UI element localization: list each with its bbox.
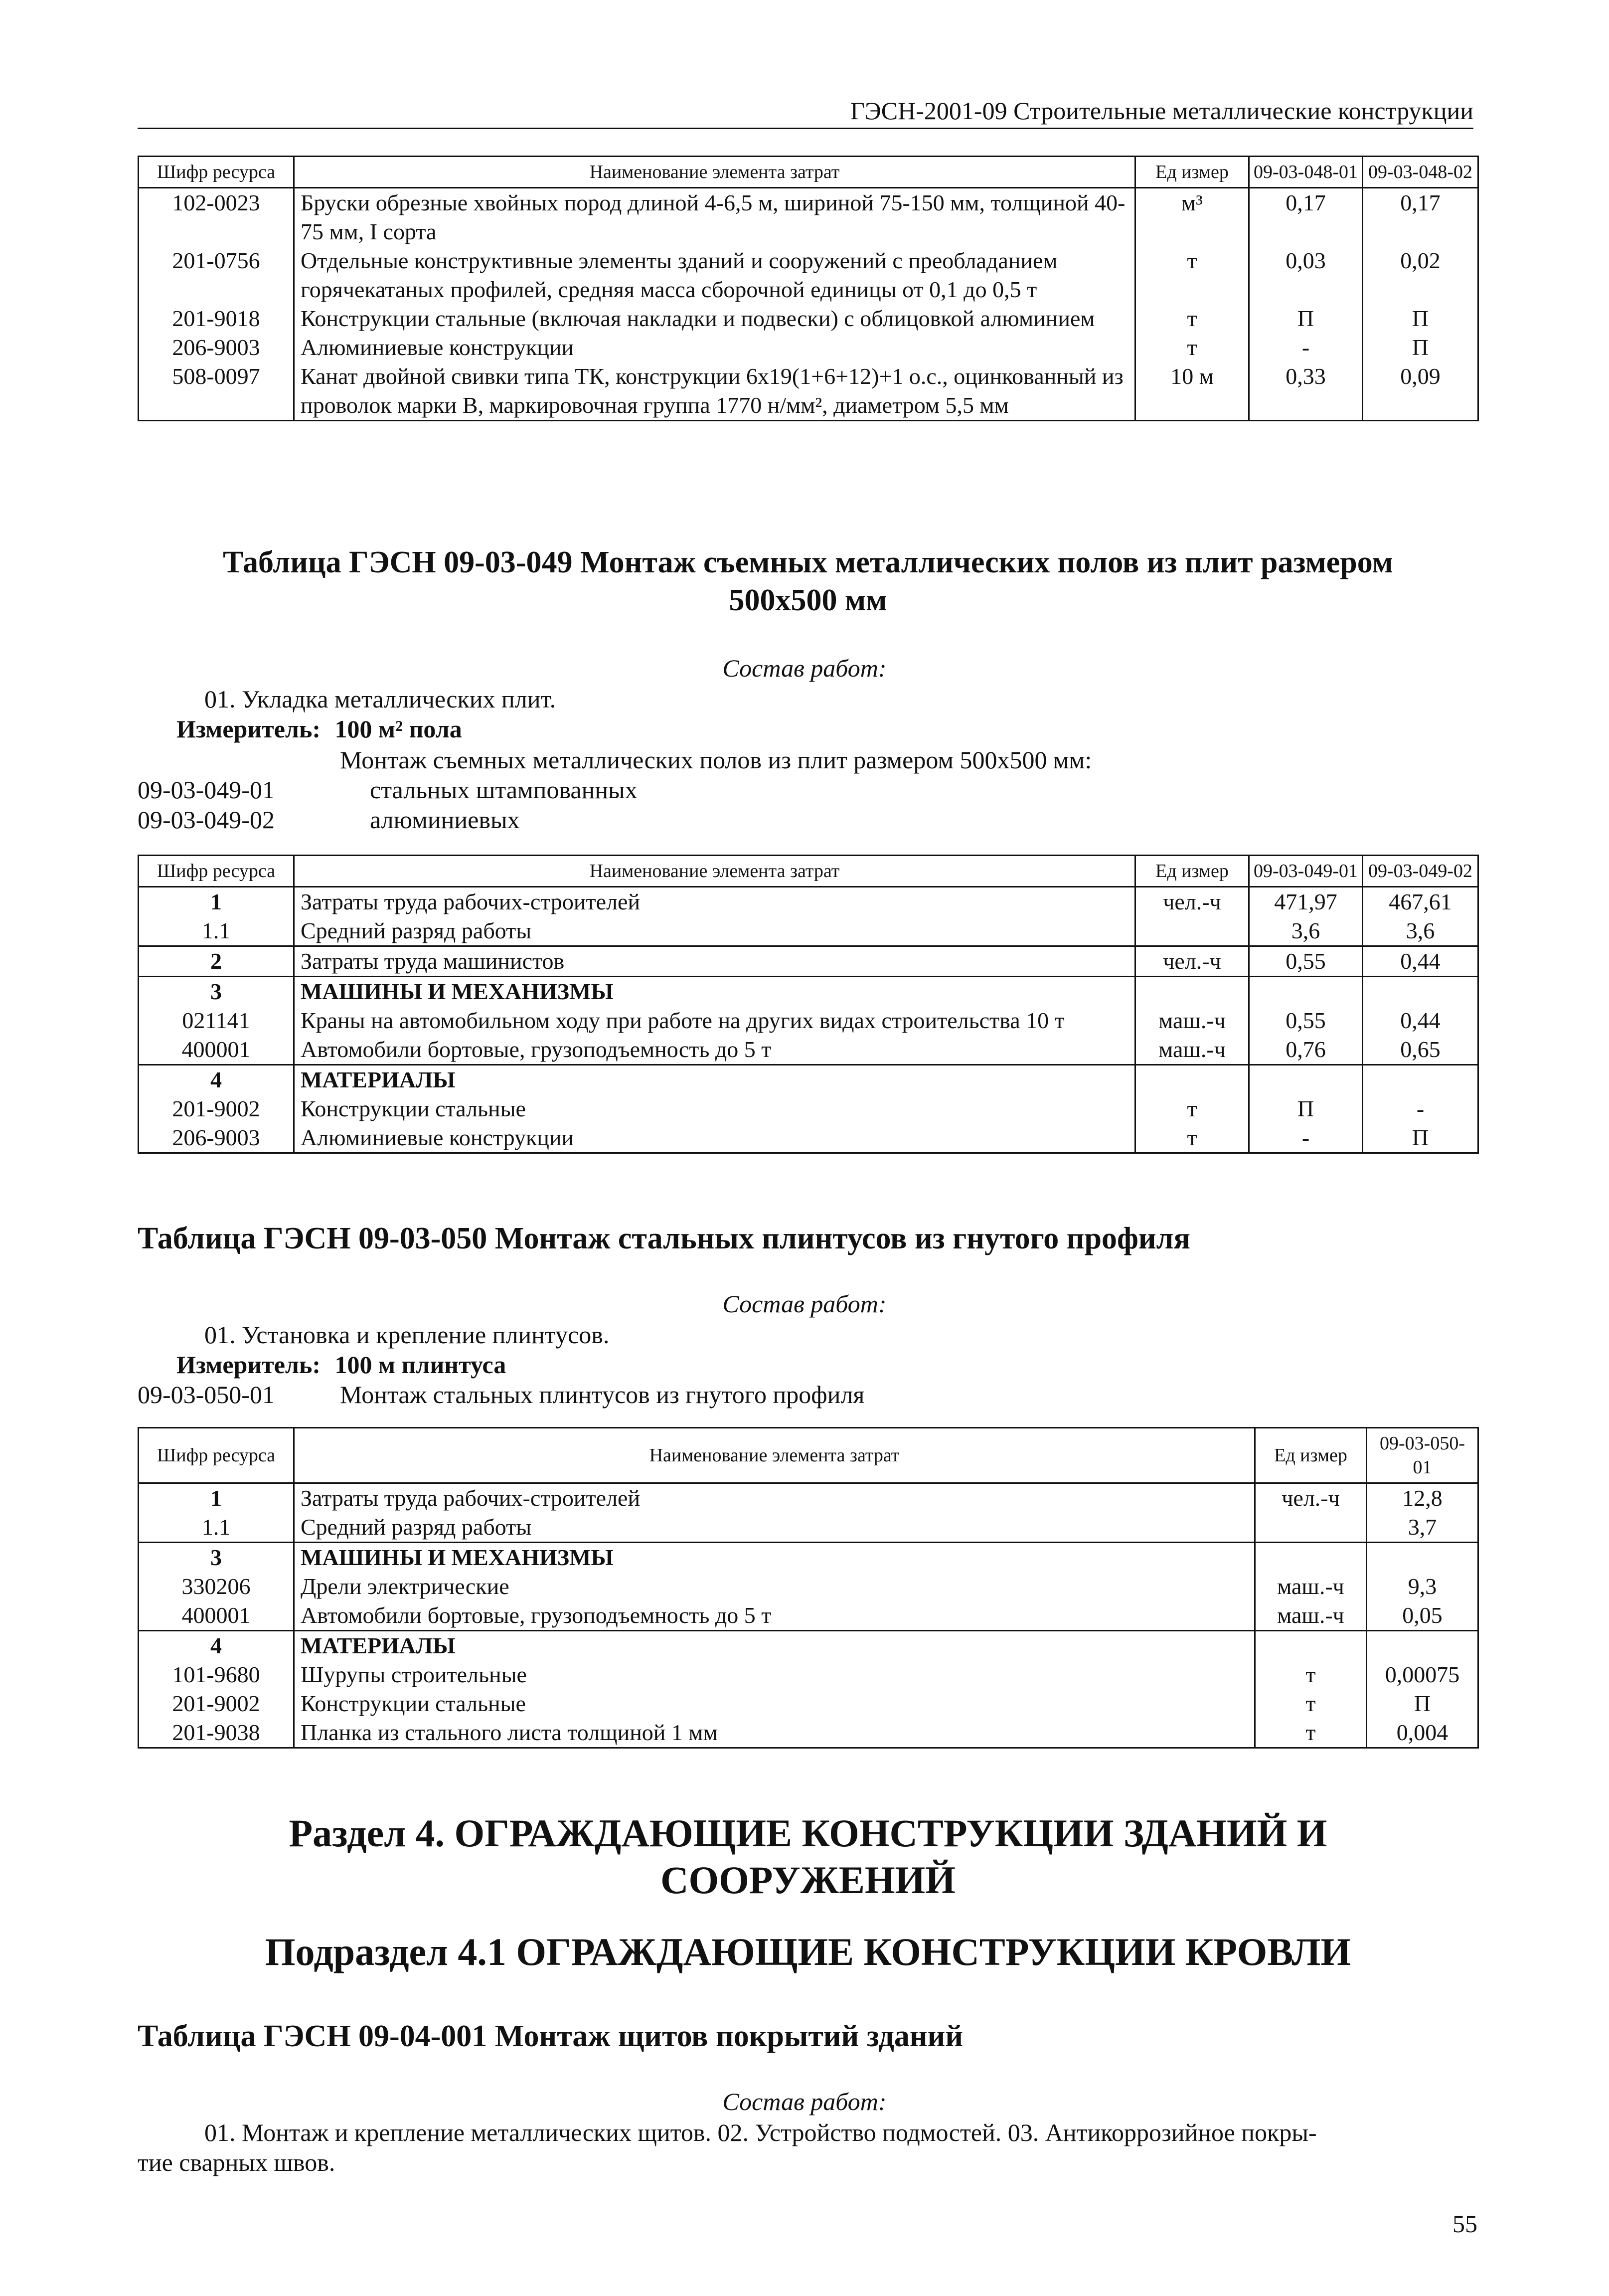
table-row: 1 Затраты труда рабочих-строителей чел.-ч 12,8 (139, 1483, 1478, 1513)
work-item-code: 09-03-049-02 (138, 806, 275, 834)
table-050-title: Таблица ГЭСН 09-03-050 Монтаж стальных плинтусов из гнутого профиля (138, 1222, 1190, 1255)
work-item-text: стальных штампованных (370, 776, 638, 804)
header-resource-code: Шифр ресурса (139, 157, 294, 188)
work-item-text: алюминиевых (370, 806, 520, 834)
table-row: 201-9018 Конструкции стальные (включая накладки и подвески) с облицовкой алюминием т П П (139, 304, 1478, 333)
header-norm-2: 09-03-049-02 (1363, 856, 1478, 887)
table-row: 201-9038 Планка из стального листа толщиной 1 мм т 0,004 (139, 1718, 1478, 1748)
section-title-line-2: СООРУЖЕНИЙ (660, 1858, 956, 1902)
composition-050: 01. Установка и крепление плинтусов. (204, 1321, 610, 1349)
meter-label: Измеритель: (176, 1351, 321, 1379)
table-row: 201-0756 Отдельные конструктивные элементы зданий и сооружений с преобладанием горячекатаных профилей, средняя масса сборочной единицы от 0,1 до 0,5 т т 0,03 0,02 (139, 246, 1478, 304)
running-header: ГЭСН-2001-09 Строительные металлические конструкции (138, 96, 1473, 129)
header-unit: Ед измер (1255, 1428, 1367, 1483)
section-title (138, 1810, 1478, 1904)
work-intro-049: Монтаж съемных металлических полов из плит размером 500х500 мм: (340, 746, 1092, 774)
table-row: 206-9003 Алюминиевые конструкции т - П (139, 333, 1478, 362)
composition-label-049: Состав работ: (722, 654, 887, 682)
header-norm-1: 09-03-050-01 (1367, 1428, 1478, 1483)
header-cost-element: Наименование элемента затрат (294, 856, 1135, 887)
table-row: 330206 Дрели электрические маш.-ч 9,3 (139, 1572, 1478, 1601)
work-item-code: 09-03-050-01 (138, 1381, 275, 1409)
subsection-title: Подраздел 4.1 ОГРАЖДАЮЩИЕ КОНСТРУКЦИИ КРОВЛИ (265, 1930, 1351, 1973)
table-row: 021141 Краны на автомобильном ходу при работе на других видах строительства 10 т маш.-ч 0,55 0,44 (139, 1006, 1478, 1035)
table-row: 3 МАШИНЫ И МЕХАНИЗМЫ (139, 1543, 1478, 1573)
table-049-title (138, 543, 1478, 619)
meter-label: Измеритель: (176, 715, 321, 743)
table-row: 400001 Автомобили бортовые, грузоподъемность до 5 т маш.-ч 0,76 0,65 (139, 1035, 1478, 1065)
table-row: 4 МАТЕРИАЛЫ (139, 1065, 1478, 1095)
header-norm-1: 09-03-049-01 (1249, 856, 1363, 887)
meter-049 (176, 714, 462, 744)
table-row: 206-9003 Алюминиевые конструкции т - П (139, 1123, 1478, 1153)
header-norm-1: 09-03-048-01 (1249, 157, 1363, 188)
resource-table-050 (138, 1427, 1479, 1749)
table-4001-title: Таблица ГЭСН 09-04-001 Монтаж щитов покрытий зданий (138, 2019, 964, 2053)
meter-050 (176, 1350, 506, 1380)
table-row: 1 Затраты труда рабочих-строителей чел.-ч 471,97 467,61 (139, 887, 1478, 917)
header-norm-2: 09-03-048-02 (1363, 157, 1478, 188)
section-title-line-1: Раздел 4. ОГРАЖДАЮЩИЕ КОНСТРУКЦИИ ЗДАНИЙ И (289, 1811, 1327, 1855)
composition-049: 01. Укладка металлических плит. (204, 685, 556, 713)
table-row: 400001 Автомобили бортовые, грузоподъемность до 5 т маш.-ч 0,05 (139, 1601, 1478, 1631)
meter-value: 100 м плинтуса (334, 1351, 506, 1379)
table-row: 101-9680 Шурупы строительные т 0,00075 (139, 1660, 1478, 1689)
header-unit: Ед измер (1135, 157, 1249, 188)
work-item-code: 09-03-049-01 (138, 776, 275, 804)
table-row: 508-0097 Канат двойной свивки типа ТК, конструкции 6х19(1+6+12)+1 о.с., оцинкованный из проволок марки В, маркировочная группа 1770 н/мм², диаметром 5,5 мм 10 м 0,33 0,09 (139, 362, 1478, 421)
work-item-text: Монтаж стальных плинтусов из гнутого профиля (340, 1381, 865, 1409)
table-row: 201-9002 Конструкции стальные т П - (139, 1094, 1478, 1123)
table-row: 3 МАШИНЫ И МЕХАНИЗМЫ (139, 977, 1478, 1007)
resource-table-048 (138, 156, 1479, 421)
table-row: 201-9002 Конструкции стальные т П (139, 1689, 1478, 1718)
header-cost-element: Наименование элемента затрат (294, 157, 1135, 188)
resource-table-049 (138, 855, 1479, 1154)
table-row: 1.1 Средний разряд работы 3,7 (139, 1513, 1478, 1543)
table-row: 102-0023 Бруски обрезные хвойных пород длиной 4-6,5 м, шириной 75-150 мм, толщиной 40-75 мм, I сорта м³ 0,17 0,17 (139, 188, 1478, 247)
header-unit: Ед измер (1135, 856, 1249, 887)
table-row: 4 МАТЕРИАЛЫ (139, 1631, 1478, 1661)
header-cost-element: Наименование элемента затрат (294, 1428, 1255, 1483)
composition-4001-line-2: тие сварных швов. (138, 2148, 335, 2176)
composition-4001-line-1: 01. Монтаж и крепление металлических щитов. 02. Устройство подмостей. 03. Антикоррозийное покры- (204, 2119, 1317, 2146)
composition-label-4001: Состав работ: (722, 2088, 887, 2116)
page-number: 55 (1452, 2210, 1477, 2238)
table-049-title-line-1: Таблица ГЭСН 09-03-049 Монтаж съемных металлических полов из плит размером (223, 545, 1393, 579)
header-resource-code: Шифр ресурса (139, 856, 294, 887)
meter-value: 100 м² пола (334, 715, 462, 743)
header-resource-code: Шифр ресурса (139, 1428, 294, 1483)
table-049-title-line-2: 500х500 мм (729, 583, 887, 617)
table-row: 2 Затраты труда машинистов чел.-ч 0,55 0,44 (139, 946, 1478, 977)
composition-label-050: Состав работ: (722, 1290, 887, 1318)
table-row: 1.1 Средний разряд работы 3,6 3,6 (139, 916, 1478, 946)
